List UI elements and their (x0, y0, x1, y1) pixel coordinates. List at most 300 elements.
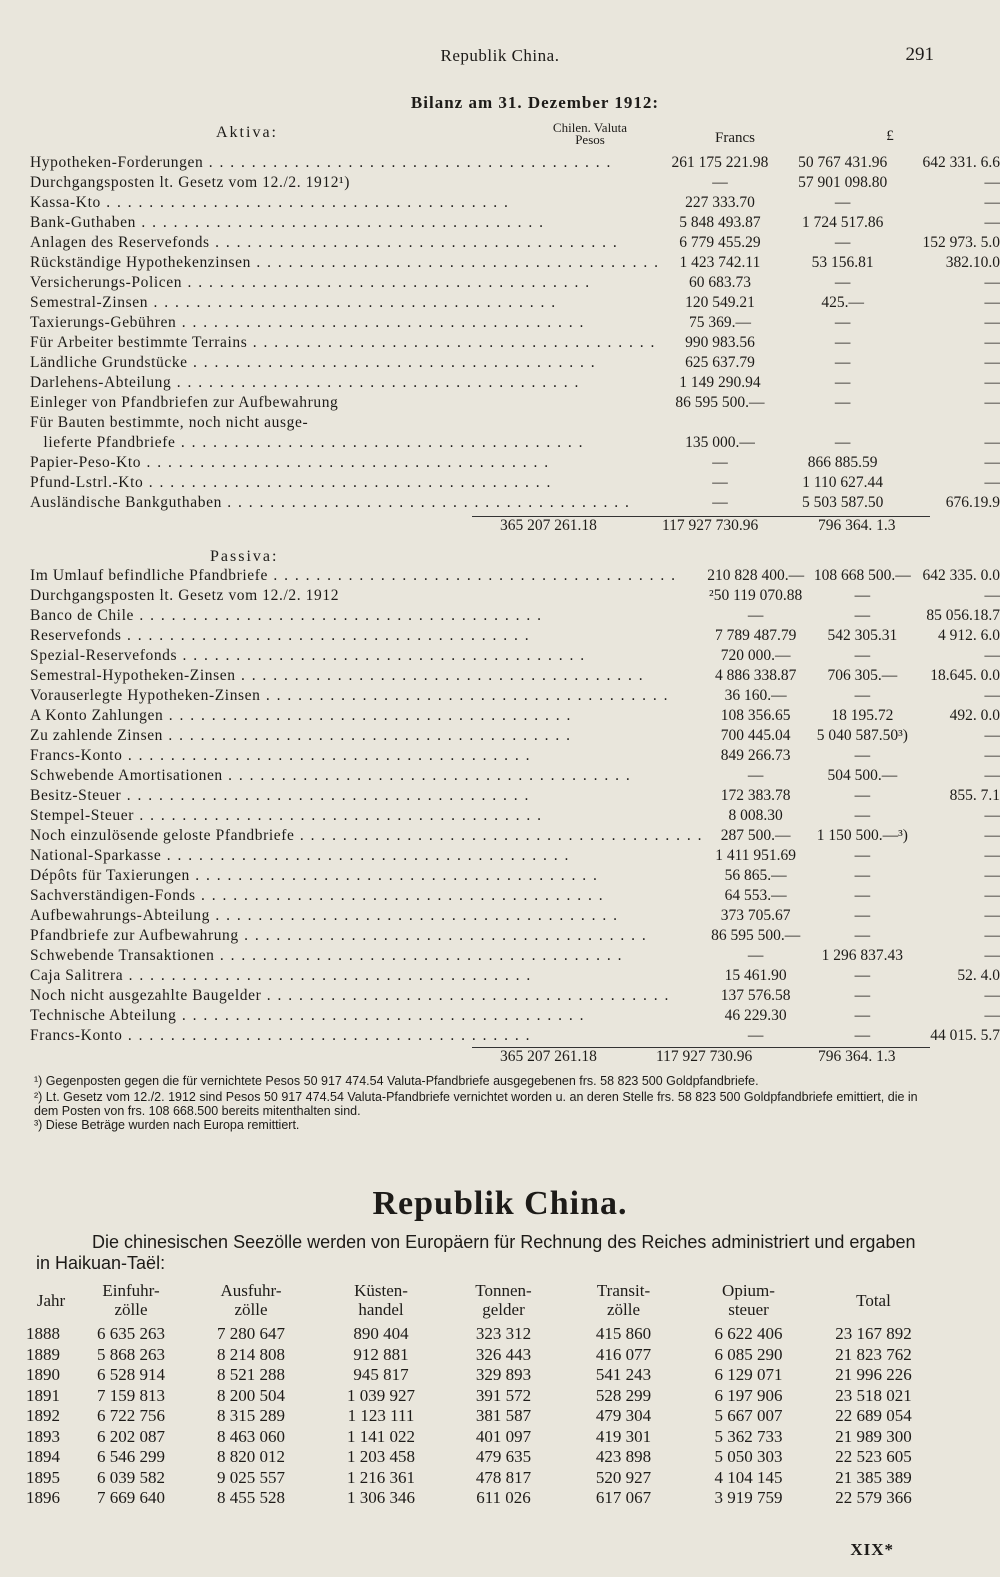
passiva-francs-value (808, 866, 916, 886)
aktiva-row (30, 153, 1000, 173)
passiva-francs-value-text: — (854, 587, 871, 604)
passiva-pesos-value (703, 946, 808, 966)
customs-value-cell: 479 635 (475, 1447, 532, 1466)
passiva-francs-value-text: — (854, 1027, 871, 1044)
passiva-francs-value (808, 1026, 916, 1046)
passiva-row (30, 566, 1000, 586)
passiva-row-label (30, 726, 703, 746)
aktiva-pesos-value-text: 625 637.79 (685, 354, 755, 371)
passiva-row (30, 1006, 1000, 1026)
aktiva-pesos-value (660, 473, 781, 493)
customs-value-cell: 7 669 640 (97, 1488, 165, 1507)
passiva-row-label-text: Spezial-Reservefonds (30, 647, 178, 664)
passiva-row (30, 686, 1000, 706)
leader-dots (214, 947, 623, 964)
aktiva-row-label (30, 353, 660, 373)
aktiva-francs-value (780, 153, 905, 173)
aktiva-row-label-text: Versicherungs-Policen (30, 274, 183, 291)
passiva-row-label (30, 986, 703, 1006)
aktiva-pesos-value (660, 433, 781, 453)
passiva-row-label (30, 666, 703, 686)
customs-value-cell: 6 129 071 (714, 1365, 783, 1384)
passiva-pesos-value (703, 986, 808, 1006)
leader-dots (121, 787, 530, 804)
aktiva-total-francs: 117 927 730.96 (662, 517, 759, 534)
aktiva-francs-value-text: — (834, 234, 851, 251)
passiva-row-label-text: Banco de Chile (30, 607, 134, 624)
customs-value-cell: 5 667 007 (714, 1406, 783, 1425)
passiva-row (30, 1026, 1000, 1046)
aktiva-row (30, 413, 1000, 433)
customs-year-cell: 1890 (26, 1365, 60, 1384)
aktiva-row (30, 253, 1000, 273)
customs-value-cell: 9 025 557 (217, 1467, 285, 1487)
customs-column-header: Küsten- handel (354, 1281, 408, 1319)
leader-dots (134, 607, 543, 624)
aktiva-pesos-value (660, 253, 781, 273)
aktiva-francs-value-text: 1 110 627.44 (802, 474, 884, 491)
aktiva-pounds-value-text: — (984, 354, 1000, 371)
aktiva-row-label-text: Für Bauten bestimmte, noch nicht ausge- (30, 414, 309, 431)
printer-signature: XIX* (850, 1540, 894, 1559)
leader-dots (210, 907, 619, 924)
leader-dots (210, 234, 619, 251)
passiva-pounds-value-text: — (984, 867, 1000, 884)
passiva-francs-value (808, 566, 916, 586)
customs-value-cell: 912 881 (353, 1344, 409, 1364)
aktiva-pounds-value (905, 333, 1000, 353)
aktiva-francs-value-text: 50 767 431.96 (798, 154, 888, 171)
passiva-row-label-text: Noch einzulösende geloste Pfandbriefe (30, 827, 295, 844)
aktiva-pesos-value (660, 333, 781, 353)
aktiva-row (30, 333, 1000, 353)
passiva-francs-value (808, 826, 916, 846)
passiva-pesos-value (703, 726, 808, 746)
aktiva-pesos-value (660, 373, 781, 393)
passiva-pesos-value (703, 886, 808, 906)
customs-column-header: Tonnen- gelder (475, 1281, 532, 1319)
passiva-row (30, 606, 1000, 626)
customs-value-cell: 1 123 111 (347, 1406, 415, 1425)
aktiva-total-pounds: 796 364. 1.3 (818, 517, 896, 534)
passiva-pesos-value (703, 786, 808, 806)
customs-column-header: Jahr (36, 1290, 66, 1310)
customs-row (26, 1345, 936, 1366)
passiva-pesos-value-text: 849 266.73 (720, 747, 791, 764)
aktiva-pesos-value-text: 120 549.21 (685, 294, 755, 311)
customs-value-cell: 478 817 (475, 1467, 532, 1487)
footnote-2: ²) Lt. Gesetz vom 12./2. 1912 sind Pesos 50 917 474.54 Valuta-Pfandbriefe vernichtet worden u. an deren Stelle frs. 58 823 500 Goldpfandbriefe emittiert, die in dem Posten von frs. 108 668.500 bereits mitenthalten sind. (34, 1090, 918, 1118)
customs-year-cell: 1894 (26, 1447, 60, 1466)
customs-value-cell: 6 197 906 (714, 1385, 783, 1405)
passiva-row (30, 586, 1000, 606)
passiva-pounds-value (916, 726, 1000, 746)
passiva-francs-value (808, 746, 916, 766)
customs-value-cell: 3 919 759 (714, 1488, 783, 1507)
passiva-row-label-text: Semestral-Hypotheken-Zinsen (30, 667, 236, 684)
passiva-francs-value (808, 966, 916, 986)
passiva-row (30, 886, 1000, 906)
passiva-pounds-value-text: — (984, 747, 1000, 764)
aktiva-francs-value (780, 273, 905, 293)
passiva-pounds-value (916, 666, 1000, 686)
aktiva-row-label (30, 393, 660, 413)
aktiva-pounds-value (905, 413, 1000, 433)
customs-value-cell: 21 996 226 (835, 1365, 912, 1384)
passiva-pesos-value-text: 172 383.78 (720, 787, 791, 804)
customs-year-cell: 1889 (26, 1344, 60, 1364)
passiva-pounds-value (916, 866, 1000, 886)
aktiva-francs-value-text: — (834, 354, 851, 371)
aktiva-francs-value (780, 233, 905, 253)
passiva-francs-value-text: — (854, 867, 871, 884)
aktiva-pesos-value (660, 233, 781, 253)
aktiva-pounds-value-text: 152 973. 5.0 (922, 234, 1000, 251)
passiva-pounds-value-text: — (984, 987, 1000, 1004)
passiva-row-label (30, 846, 703, 866)
aktiva-pesos-value-text: 5 848 493.87 (679, 214, 761, 231)
aktiva-row-label (30, 373, 660, 393)
customs-column-header: Einfuhr- zölle (102, 1281, 160, 1319)
aktiva-pounds-value-text: — (984, 454, 1000, 471)
passiva-pounds-value-text: — (984, 947, 1000, 964)
passiva-pesos-value-text: 86 595 500.— (711, 927, 801, 944)
aktiva-francs-value (780, 173, 905, 193)
passiva-row-label (30, 646, 703, 666)
aktiva-pounds-value (905, 173, 1000, 193)
passiva-pounds-value (916, 966, 1000, 986)
passiva-row-label-text: Besitz-Steuer (30, 787, 122, 804)
passiva-total-pesos: 365 207 261.18 (500, 1048, 597, 1065)
passiva-row (30, 866, 1000, 886)
aktiva-pesos-value (660, 493, 781, 513)
customs-value-cell: 22 689 054 (835, 1406, 912, 1425)
customs-value-cell: 5 362 733 (714, 1426, 783, 1446)
passiva-pesos-value-text: — (747, 607, 764, 624)
passiva-pounds-value (916, 846, 1000, 866)
passiva-pounds-value-text: — (984, 727, 1000, 744)
aktiva-row-label (30, 293, 660, 313)
aktiva-row-label-text: Bank-Guthaben (30, 214, 136, 231)
customs-value-cell: 329 893 (475, 1365, 532, 1384)
leader-dots (101, 194, 510, 211)
passiva-pounds-value (916, 986, 1000, 1006)
aktiva-francs-value-text: — (834, 434, 851, 451)
aktiva-row (30, 373, 1000, 393)
aktiva-row-label (30, 473, 660, 493)
aktiva-pesos-value-text: 6 779 455.29 (679, 234, 761, 251)
passiva-pesos-value-text: 720 000.— (720, 647, 791, 664)
customs-value-cell: 479 304 (595, 1406, 652, 1425)
passiva-row-label-text: Aufbewahrungs-Abteilung (30, 907, 210, 924)
passiva-francs-value-text: 504 500.— (827, 767, 898, 784)
customs-value-cell: 8 214 808 (217, 1344, 285, 1364)
aktiva-row (30, 493, 1000, 513)
aktiva-row-label-text: Einleger von Pfandbriefen zur Aufbewahrung (30, 394, 339, 411)
aktiva-pounds-value-text: — (984, 274, 1000, 291)
passiva-pounds-value (916, 686, 1000, 706)
aktiva-pounds-value-text: — (984, 374, 1000, 391)
aktiva-pounds-value (905, 473, 1000, 493)
aktiva-pounds-value (905, 273, 1000, 293)
aktiva-row-label-text: Hypotheken-Forderungen (30, 154, 204, 171)
aktiva-row-label (30, 333, 660, 353)
leader-dots (148, 294, 557, 311)
aktiva-row-label (30, 493, 660, 513)
customs-value-cell: 890 404 (353, 1324, 409, 1343)
passiva-pounds-value-text: 4 912. 6.0 (938, 627, 1000, 644)
passiva-pounds-value-text: — (984, 907, 1000, 924)
passiva-row-label (30, 966, 703, 986)
passiva-pounds-value (916, 1006, 1000, 1026)
passiva-row (30, 806, 1000, 826)
aktiva-pounds-value (905, 493, 1000, 513)
aktiva-pesos-value-text: 75 369.— (688, 314, 751, 331)
passiva-francs-value (808, 666, 916, 686)
customs-value-cell: 323 312 (475, 1324, 532, 1343)
customs-value-cell: 8 463 060 (217, 1426, 285, 1446)
customs-value-cell: 5 868 263 (97, 1344, 165, 1364)
aktiva-pounds-value-text: — (984, 174, 1000, 191)
passiva-row-label-text: Im Umlauf befindliche Pfandbriefe (30, 567, 269, 584)
aktiva-francs-value (780, 333, 905, 353)
leader-dots (190, 867, 599, 884)
leader-dots (268, 567, 677, 584)
passiva-row-label (30, 766, 703, 786)
passiva-pounds-value (916, 806, 1000, 826)
leader-dots (261, 987, 670, 1004)
customs-value-cell: 21 385 389 (835, 1467, 912, 1487)
passiva-pesos-value (703, 666, 808, 686)
passiva-francs-value-text: — (854, 887, 871, 904)
customs-value-cell: 6 722 756 (97, 1406, 165, 1425)
leader-dots (188, 354, 597, 371)
customs-value-cell: 4 104 145 (714, 1467, 783, 1487)
leader-dots (295, 827, 704, 844)
aktiva-francs-value (780, 293, 905, 313)
customs-value-cell: 1 216 361 (347, 1467, 415, 1487)
passiva-francs-value-text: — (854, 907, 871, 924)
aktiva-row-label (30, 313, 660, 333)
passiva-pesos-value (703, 746, 808, 766)
passiva-row-label-text: Sachverständigen-Fonds (30, 887, 196, 904)
passiva-pesos-value-text: 108 356.65 (720, 707, 791, 724)
aktiva-row (30, 213, 1000, 233)
aktiva-francs-value-text: 1 724 517.86 (801, 214, 884, 231)
customs-value-cell: 8 521 288 (217, 1365, 285, 1384)
page-number: 291 (905, 44, 934, 65)
passiva-row (30, 646, 1000, 666)
passiva-row-label (30, 886, 703, 906)
aktiva-row-label (30, 413, 660, 433)
aktiva-row-label (30, 173, 660, 193)
passiva-pounds-value-text: — (984, 847, 1000, 864)
passiva-francs-value (808, 686, 916, 706)
passiva-francs-value-text: — (854, 987, 871, 1004)
passiva-pesos-value (703, 626, 808, 646)
aktiva-pounds-value (905, 453, 1000, 473)
passiva-table (30, 566, 1000, 1046)
customs-value-cell: 416 077 (595, 1344, 652, 1364)
aktiva-pesos-value-text: 990 983.56 (685, 334, 755, 351)
passiva-pounds-value (916, 1026, 1000, 1046)
aktiva-row-label-text: Papier-Peso-Kto (30, 454, 142, 471)
customs-value-cell: 7 159 813 (97, 1385, 165, 1405)
passiva-row (30, 746, 1000, 766)
passiva-pounds-value-text: 85 056.18.7 (926, 607, 1000, 624)
aktiva-pesos-value-text: — (712, 454, 728, 471)
aktiva-row-label (30, 453, 660, 473)
passiva-pesos-value-text: 137 576.58 (720, 987, 791, 1004)
passiva-row-label (30, 946, 703, 966)
passiva-pounds-value (916, 946, 1000, 966)
passiva-pesos-value-text: 46 229.30 (724, 1007, 787, 1024)
aktiva-row (30, 453, 1000, 473)
passiva-pesos-value (703, 586, 808, 606)
aktiva-pesos-value (660, 193, 781, 213)
passiva-row (30, 966, 1000, 986)
customs-value-cell: 23 167 892 (835, 1324, 912, 1343)
passiva-francs-value-text: — (854, 747, 871, 764)
aktiva-pesos-value (660, 413, 781, 433)
customs-row (26, 1488, 936, 1509)
aktiva-row-label-text: Pfund-Lstrl.-Kto (30, 474, 144, 491)
aktiva-francs-value (780, 313, 905, 333)
aktiva-pounds-value (905, 373, 1000, 393)
passiva-row-label (30, 906, 703, 926)
passiva-pounds-value-text: — (984, 687, 1000, 704)
passiva-row-label (30, 706, 703, 726)
passiva-pesos-value-text: — (747, 1027, 764, 1044)
aktiva-pounds-value-text: 642 331. 6.6 (922, 154, 1000, 171)
passiva-francs-value-text: — (854, 787, 871, 804)
passiva-row-label-text: National-Sparkasse (30, 847, 162, 864)
leader-dots (196, 887, 605, 904)
customs-value-cell: 6 528 914 (97, 1365, 165, 1384)
aktiva-pounds-value-text: — (984, 334, 1000, 351)
passiva-pounds-value-text: — (984, 807, 1000, 824)
aktiva-row-label (30, 213, 660, 233)
passiva-row (30, 846, 1000, 866)
aktiva-row (30, 313, 1000, 333)
aktiva-row-label-text: Semestral-Zinsen (30, 294, 149, 311)
passiva-pesos-value-text: — (747, 767, 764, 784)
passiva-row-label (30, 926, 703, 946)
passiva-pesos-value-text: 210 828 400.— (707, 567, 805, 584)
aktiva-total-row (472, 516, 930, 539)
passiva-pesos-value (703, 826, 808, 846)
customs-value-cell: 401 097 (475, 1426, 532, 1446)
aktiva-pesos-value (660, 153, 781, 173)
leader-dots (236, 667, 645, 684)
customs-row (26, 1324, 936, 1345)
passiva-row-label (30, 626, 703, 646)
passiva-francs-value-text: 18 195.72 (831, 707, 894, 724)
passiva-row-label (30, 586, 703, 606)
aktiva-pesos-value-text: — (712, 494, 728, 511)
passiva-pesos-value-text: 287 500.— (720, 827, 791, 844)
aktiva-francs-value (780, 213, 905, 233)
leader-dots (163, 707, 572, 724)
aktiva-francs-value-text: — (834, 194, 851, 211)
passiva-row (30, 926, 1000, 946)
section-title-china: Republik China. (372, 1185, 628, 1222)
aktiva-francs-value (780, 433, 905, 453)
aktiva-francs-value-text: — (834, 334, 851, 351)
passiva-row (30, 766, 1000, 786)
customs-value-cell: 945 817 (353, 1365, 409, 1384)
customs-value-cell: 1 141 022 (347, 1426, 415, 1446)
aktiva-row (30, 193, 1000, 213)
passiva-pounds-value (916, 906, 1000, 926)
passiva-francs-value (808, 846, 916, 866)
passiva-pesos-value (703, 606, 808, 626)
passiva-pesos-value (703, 646, 808, 666)
passiva-row-label-text: Reservefonds (30, 627, 122, 644)
passiva-row-label-text: Noch nicht ausgezahlte Baugelder (30, 987, 262, 1004)
aktiva-pesos-value-text: 86 595 500.— (675, 394, 765, 411)
leader-dots (143, 474, 552, 491)
aktiva-pounds-value-text: — (984, 194, 1000, 211)
aktiva-row-label (30, 193, 660, 213)
passiva-row-label-text: Durchgangsposten lt. Gesetz vom 12./2. 1912 (30, 587, 340, 604)
passiva-francs-value (808, 726, 916, 746)
passiva-row-label (30, 746, 703, 766)
balance-title: Bilanz am 31. Dezember 1912: (410, 93, 660, 112)
passiva-row-label-text: A Konto Zahlungen (30, 707, 164, 724)
column-header-francs: Francs (715, 130, 755, 146)
passiva-row-label (30, 1026, 703, 1046)
leader-dots (177, 647, 586, 664)
passiva-row-label (30, 806, 703, 826)
passiva-pounds-value-text: — (984, 767, 1000, 784)
passiva-pounds-value-text: 642 335. 0.0 (922, 567, 1000, 584)
customs-column-header: Ausfuhr- zölle (220, 1281, 282, 1319)
customs-column-header: Transit- zölle (596, 1281, 651, 1319)
passiva-pounds-value-text: — (984, 927, 1000, 944)
customs-value-cell: 6 202 087 (97, 1426, 165, 1446)
passiva-pounds-value (916, 626, 1000, 646)
passiva-pounds-value-text: 492. 0.0 (949, 707, 1000, 724)
passiva-row-label-text: Technische Abteilung (30, 1007, 177, 1024)
aktiva-total-pesos: 365 207 261.18 (500, 517, 597, 534)
leader-dots (161, 847, 570, 864)
customs-column-header: Total (856, 1290, 891, 1310)
passiva-row-label-text: Pfandbriefe zur Aufbewahrung (30, 927, 239, 944)
aktiva-pesos-value (660, 173, 781, 193)
passiva-francs-value-text: — (854, 687, 871, 704)
passiva-label: Passiva: (210, 548, 279, 565)
aktiva-pounds-value (905, 433, 1000, 453)
aktiva-row (30, 233, 1000, 253)
passiva-pesos-value-text: 1 411 951.69 (715, 847, 797, 864)
passiva-francs-value (808, 986, 916, 1006)
passiva-pesos-value (703, 566, 808, 586)
passiva-total-pounds: 796 364. 1.3 (818, 1048, 896, 1065)
passiva-row (30, 626, 1000, 646)
passiva-row-label-text: Zu zahlende Zinsen (30, 727, 164, 744)
aktiva-francs-value (780, 493, 905, 513)
aktiva-francs-value (780, 373, 905, 393)
passiva-francs-value-text: 542 305.31 (827, 627, 898, 644)
passiva-total-francs: 117 927 730.96 (656, 1048, 753, 1065)
customs-year-cell: 1896 (26, 1488, 60, 1507)
customs-row (26, 1365, 936, 1386)
china-intro-text: Die chinesischen Seezölle werden von Europäern für Rechnung des Reiches administriert und ergaben in Haikuan-Taël: (36, 1232, 916, 1273)
passiva-francs-value (808, 586, 916, 606)
leader-dots (247, 334, 656, 351)
passiva-pounds-value-text: — (984, 827, 1000, 844)
